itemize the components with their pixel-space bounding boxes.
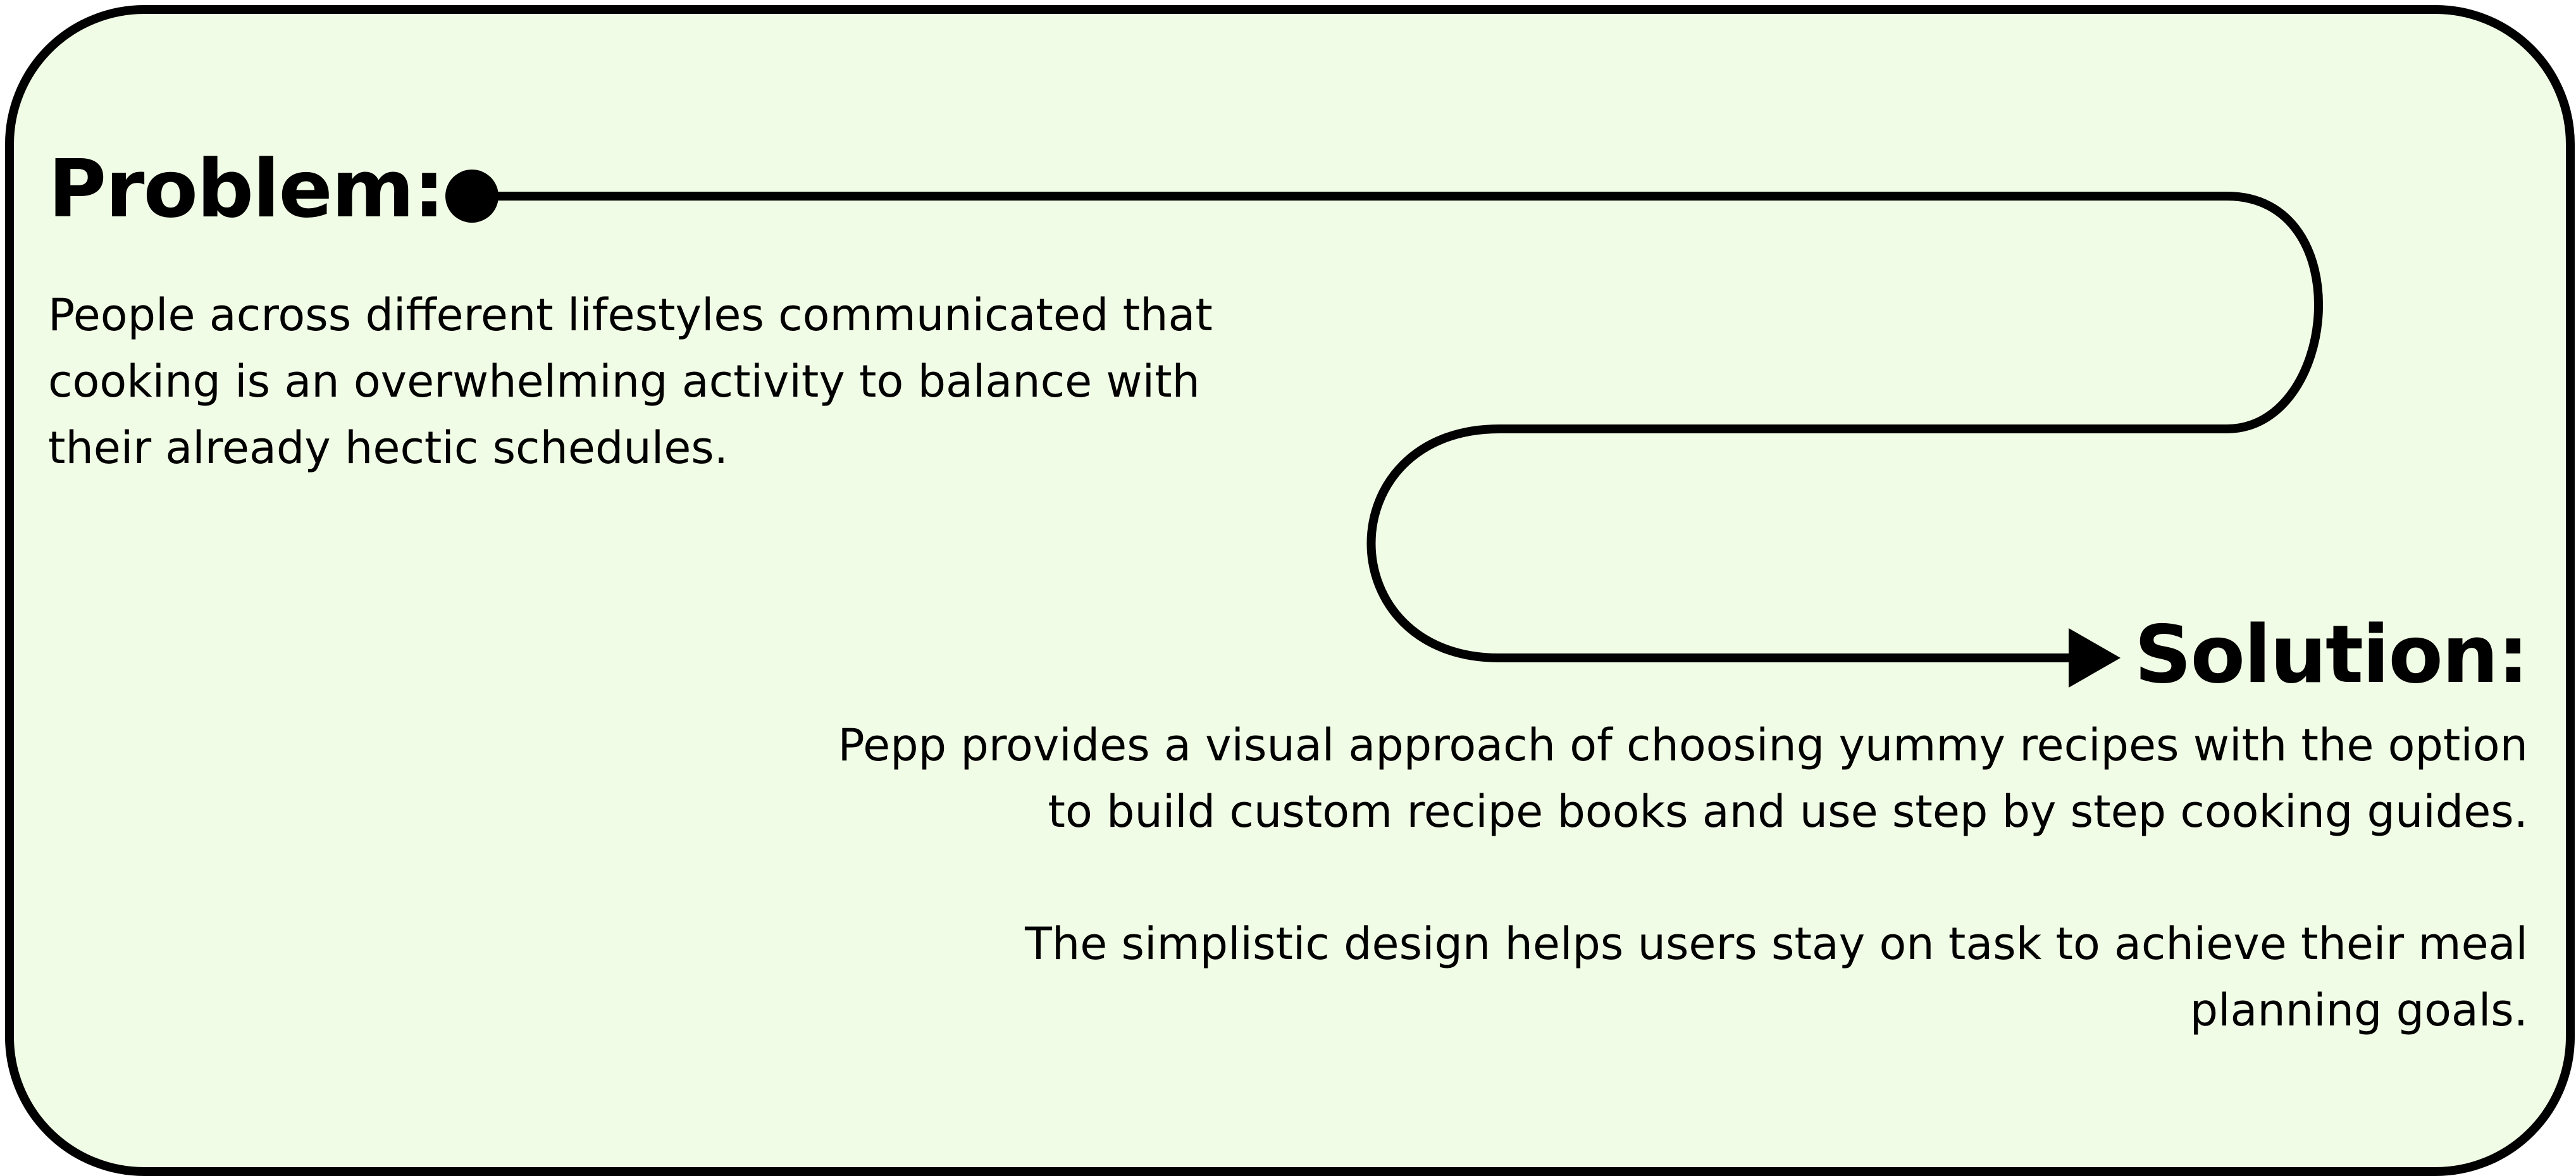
arrow-head-icon — [2069, 628, 2121, 688]
solution-description: Pepp provides a visual approach of choosing yummy recipes with the option to build custom recipe books and use step by step cooking guides. — [838, 719, 2528, 838]
problem-heading: Problem: — [48, 142, 444, 235]
solution-heading: Solution: — [2134, 608, 2528, 701]
problem-description: People across different lifestyles communicated that cooking is an overwhelming activity to balance with their already hectic schedules. — [48, 289, 1213, 474]
solution-design-note: The simplistic design helps users stay on task to achieve their meal planning goals. — [1025, 918, 2528, 1036]
